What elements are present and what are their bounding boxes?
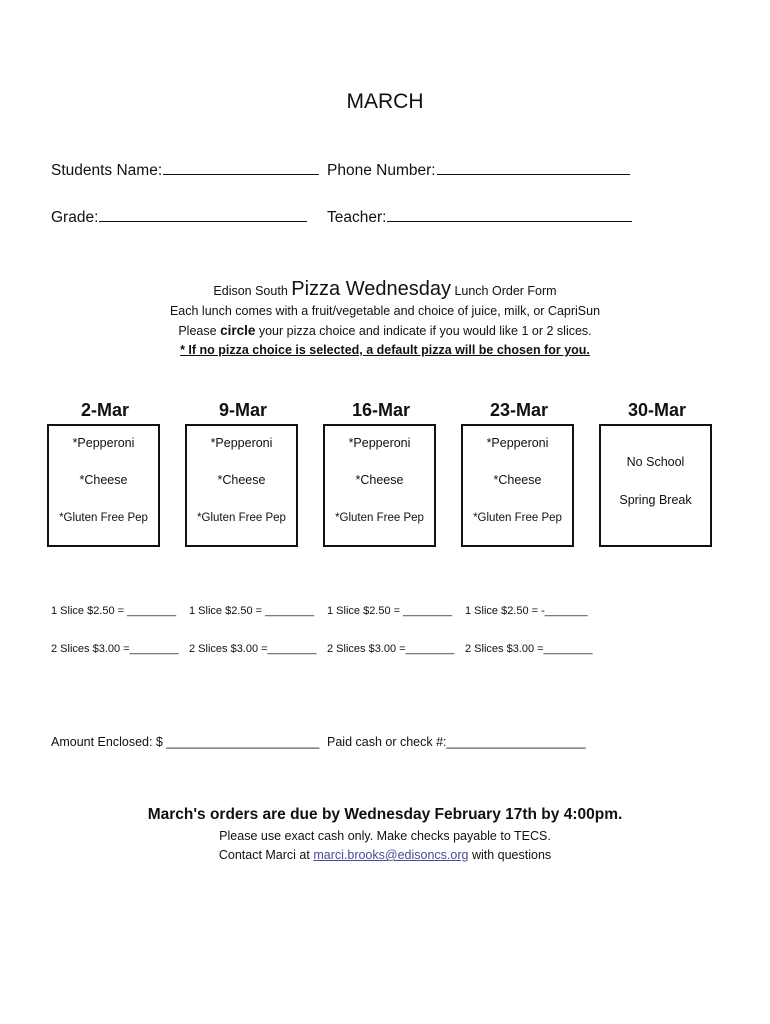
form-name: Lunch Order Form bbox=[454, 284, 557, 298]
two-slices-price-line[interactable]: 2 Slices $3.00 =________ bbox=[465, 643, 593, 655]
option-gluten-free-pep[interactable]: *Gluten Free Pep bbox=[473, 512, 562, 524]
option-pepperoni[interactable]: *Pepperoni bbox=[348, 436, 411, 450]
cash-note: Please use exact cash only. Make checks payable to TECS. bbox=[219, 829, 551, 843]
option-pepperoni[interactable]: *Pepperoni bbox=[486, 436, 549, 450]
default-note-text: * If no pizza choice is selected, a default pizza will be chosen for you. bbox=[180, 343, 590, 357]
instructions-circle: circle bbox=[220, 323, 256, 338]
school-name: Edison South bbox=[213, 284, 288, 298]
two-slices-price-line[interactable]: 2 Slices $3.00 =________ bbox=[327, 643, 455, 655]
teacher-label: Teacher: bbox=[327, 209, 387, 226]
teacher-blank[interactable] bbox=[387, 207, 632, 222]
pizza-choice-box[interactable] bbox=[47, 424, 160, 547]
date-heading: 9-Mar bbox=[218, 400, 267, 420]
option-cheese[interactable]: *Cheese bbox=[355, 473, 404, 487]
date-heading: 16-Mar bbox=[351, 400, 411, 420]
default-note bbox=[0, 343, 770, 357]
lunch-includes-line: Each lunch comes with a fruit/vegetable and choice of juice, milk, or CapriSun bbox=[169, 304, 601, 318]
contact-pre: Contact Marci at bbox=[218, 848, 310, 862]
option-pepperoni[interactable]: *Pepperoni bbox=[72, 436, 135, 450]
amount-enclosed-field[interactable]: Amount Enclosed: $ ______________________ bbox=[51, 735, 320, 749]
pizza-choice-box[interactable] bbox=[461, 424, 574, 547]
option-cheese[interactable]: *Cheese bbox=[493, 473, 542, 487]
phone-number-field[interactable] bbox=[327, 160, 630, 180]
program-name: Pizza Wednesday bbox=[291, 278, 451, 300]
student-name-blank[interactable] bbox=[163, 160, 319, 175]
one-slice-price-line[interactable]: 1 Slice $2.50 = ________ bbox=[327, 605, 453, 617]
page-title: MARCH bbox=[346, 90, 424, 113]
email-link[interactable]: marci.brooks@edisoncs.org bbox=[313, 848, 469, 862]
option-pepperoni[interactable]: *Pepperoni bbox=[210, 436, 273, 450]
grade-label: Grade: bbox=[51, 209, 99, 226]
grade-field[interactable] bbox=[51, 207, 307, 227]
form-heading bbox=[0, 278, 770, 301]
date-heading: 23-Mar bbox=[489, 400, 549, 420]
option-cheese[interactable]: *Cheese bbox=[79, 473, 128, 487]
student-name-field[interactable] bbox=[51, 160, 319, 180]
date-heading: 30-Mar bbox=[627, 400, 687, 420]
due-date-notice: March's orders are due by Wednesday February 17th by 4:00pm. bbox=[147, 806, 623, 823]
phone-number-blank[interactable] bbox=[437, 160, 630, 175]
no-school-text: No School bbox=[626, 455, 685, 469]
two-slices-price-line[interactable]: 2 Slices $3.00 =________ bbox=[51, 643, 179, 655]
instructions-post: your pizza choice and indicate if you would like 1 or 2 slices. bbox=[258, 324, 592, 338]
check-number-field[interactable]: Paid cash or check #:____________________ bbox=[327, 735, 586, 749]
student-name-label: Students Name: bbox=[51, 162, 163, 179]
one-slice-price-line[interactable]: 1 Slice $2.50 = ________ bbox=[189, 605, 315, 617]
no-school-box bbox=[599, 424, 712, 547]
contact-post: with questions bbox=[471, 848, 552, 862]
two-slices-price-line[interactable]: 2 Slices $3.00 =________ bbox=[189, 643, 317, 655]
date-heading: 2-Mar bbox=[80, 400, 129, 420]
spring-break-text: Spring Break bbox=[619, 493, 692, 507]
contact-line bbox=[0, 848, 770, 862]
one-slice-price-line[interactable]: 1 Slice $2.50 = -_______ bbox=[465, 605, 588, 617]
one-slice-price-line[interactable]: 1 Slice $2.50 = ________ bbox=[51, 605, 177, 617]
option-gluten-free-pep[interactable]: *Gluten Free Pep bbox=[335, 512, 424, 524]
instructions-pre: Please bbox=[178, 324, 217, 338]
option-cheese[interactable]: *Cheese bbox=[217, 473, 266, 487]
option-gluten-free-pep[interactable]: *Gluten Free Pep bbox=[197, 512, 286, 524]
pizza-choice-box[interactable] bbox=[185, 424, 298, 547]
instructions-line bbox=[0, 323, 770, 338]
teacher-field[interactable] bbox=[327, 207, 632, 227]
option-gluten-free-pep[interactable]: *Gluten Free Pep bbox=[59, 512, 148, 524]
phone-number-label: Phone Number: bbox=[327, 162, 436, 179]
pizza-choice-box[interactable] bbox=[323, 424, 436, 547]
grade-blank[interactable] bbox=[99, 207, 307, 222]
